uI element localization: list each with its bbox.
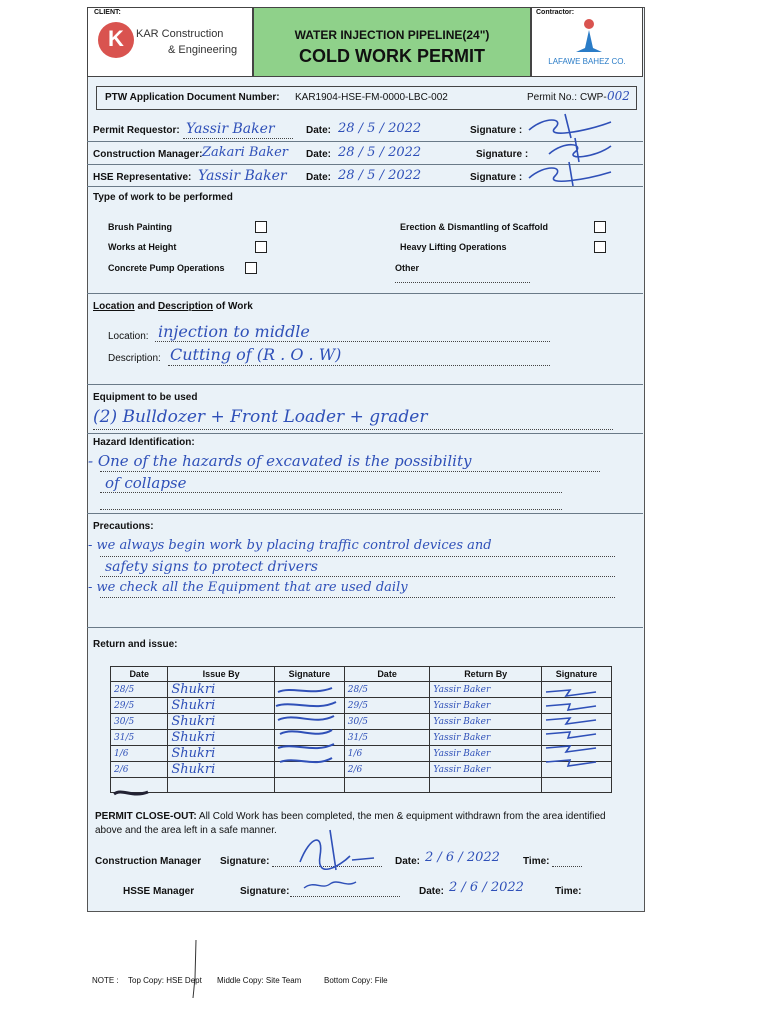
closeout-bold: PERMIT CLOSE-OUT: — [95, 811, 197, 822]
footer-bottom-copy: Bottom Copy: File — [324, 976, 388, 985]
col-date: Date — [344, 667, 430, 682]
issue-date: 2/6 — [111, 762, 168, 778]
precautions-underline2 — [100, 576, 615, 577]
precautions-line2: safety signs to protect drivers — [105, 559, 318, 575]
return-date: 2/6 — [344, 762, 430, 778]
equipment-value: (2) Bulldozer + Front Loader + grader — [93, 407, 428, 427]
col-signature: Signature — [542, 667, 612, 682]
closeout-cm-label: Construction Manager — [95, 856, 202, 867]
location-heading — [93, 301, 253, 312]
row-divider — [87, 186, 643, 187]
precautions-underline3 — [100, 597, 615, 598]
hazard-heading: Hazard Identification: — [93, 437, 195, 448]
issue-by: Shukri — [168, 746, 274, 762]
issue-by: Shukri — [168, 698, 274, 714]
pen-stroke-icon — [190, 938, 202, 1002]
location-value: injection to middle — [158, 322, 310, 341]
location-heading-and: and — [134, 301, 159, 312]
footer-middle-copy: Middle Copy: Site Team — [217, 976, 302, 985]
section-divider — [87, 433, 643, 434]
company-name-line1: KAR Construction — [136, 28, 224, 40]
scaffold-checkbox[interactable] — [594, 221, 606, 233]
precautions-underline1 — [100, 556, 615, 557]
issue-date: 29/5 — [111, 698, 168, 714]
description-line — [168, 365, 550, 366]
lafawe-logo-icon — [572, 18, 606, 54]
closeout-text: All Cold Work has been completed, the men & equipment withdrawn from the area identified above and the area left in a safe manner. — [95, 811, 606, 836]
col-return-by: Return By — [430, 667, 542, 682]
col-date: Date — [111, 667, 168, 682]
col-signature: Signature — [274, 667, 344, 682]
hazard-line2: of collapse — [105, 474, 187, 492]
return-by — [430, 778, 542, 793]
work-item-concrete-pump: Concrete Pump Operations — [108, 263, 225, 273]
location-heading-part2: Description — [158, 301, 214, 312]
issue-date: 31/5 — [111, 730, 168, 746]
section-divider — [87, 293, 643, 294]
section-divider — [87, 627, 643, 628]
hse-rep-name: Yassir Baker — [198, 168, 287, 184]
return-by: Yassir Baker — [430, 714, 542, 730]
cm-signature-label: Signature : — [476, 149, 529, 160]
section-divider — [87, 384, 643, 385]
hse-date-label: Date: — [306, 172, 332, 183]
hse-rep-label: HSE Representative: — [93, 172, 192, 183]
location-heading-part1: Location — [93, 301, 135, 312]
permit-no-label: Permit No.: — [527, 92, 578, 103]
equipment-heading: Equipment to be used — [93, 392, 198, 403]
closeout-cm-date: 2 / 6 / 2022 — [425, 850, 500, 865]
permit-title: COLD WORK PERMIT — [299, 46, 485, 66]
closeout-hsse-date-label: Date: — [419, 886, 445, 897]
description-label: Description: — [108, 353, 161, 364]
concrete-pump-checkbox[interactable] — [245, 262, 257, 274]
issue-date: 30/5 — [111, 714, 168, 730]
issue-date: 1/6 — [111, 746, 168, 762]
return-date: 29/5 — [344, 698, 430, 714]
return-by: Yassir Baker — [430, 698, 542, 714]
equipment-line — [93, 429, 613, 430]
ptw-doc-number: KAR1904-HSE-FM-0000-LBC-002 — [295, 92, 448, 103]
heavy-lifting-checkbox[interactable] — [594, 241, 606, 253]
return-date: 31/5 — [344, 730, 430, 746]
hazard-underline2 — [100, 492, 562, 493]
client-header-cell — [87, 7, 253, 77]
hazard-line1: - One of the hazards of excavated is the possibility — [88, 452, 472, 470]
project-title: WATER INJECTION PIPELINE(24") — [294, 28, 490, 42]
table-row — [111, 762, 612, 778]
table-header-row — [111, 667, 612, 682]
issue-by: Shukri — [168, 682, 274, 698]
return-by: Yassir Baker — [430, 746, 542, 762]
cm-date: 28 / 5 / 2022 — [338, 145, 422, 160]
precautions-heading: Precautions: — [93, 521, 154, 532]
ptw-doc-box — [96, 86, 637, 110]
footer-note-label: NOTE : — [92, 976, 119, 985]
table-row — [111, 682, 612, 698]
work-item-scaffold: Erection & Dismantling of Scaffold — [400, 222, 549, 232]
location-heading-part3: of Work — [213, 301, 253, 312]
hsse-signature-icon — [300, 876, 360, 894]
contractor-label: Contractor: — [536, 9, 575, 16]
issue-date: 28/5 — [111, 682, 168, 698]
contractor-header-cell — [531, 7, 643, 77]
kar-logo — [98, 22, 134, 58]
hse-date: 28 / 5 / 2022 — [338, 168, 422, 183]
permit-no-hand: 002 — [607, 89, 630, 103]
return-signatures-scribble-icon — [540, 682, 606, 782]
hse-signature-label: Signature : — [470, 172, 523, 183]
return-date — [344, 778, 430, 793]
return-date: 30/5 — [344, 714, 430, 730]
return-by: Yassir Baker — [430, 730, 542, 746]
permit-title-cell — [253, 7, 531, 77]
contractor-name: LAFAWE BAHEZ CO. — [548, 57, 626, 66]
requestor-signature-label: Signature : — [470, 125, 523, 136]
construction-manager-name: Zakari Baker — [202, 145, 289, 160]
hazard-underline3 — [100, 509, 562, 510]
table-row — [111, 778, 612, 793]
location-label: Location: — [108, 331, 149, 342]
table-row — [111, 698, 612, 714]
description-value: Cutting of (R . O . W) — [170, 345, 342, 364]
section-divider — [87, 513, 643, 514]
closeout-hsse-signature-label: Signature: — [240, 886, 290, 897]
work-item-brush-painting: Brush Painting — [108, 222, 173, 232]
col-issue-by: Issue By — [168, 667, 274, 682]
ptw-doc-label: PTW Application Document Number: — [105, 92, 280, 103]
issue-signatures-scribble-icon — [272, 682, 342, 782]
requestor-date-label: Date: — [306, 125, 332, 136]
issue-by: Shukri — [168, 714, 274, 730]
closeout-cm-time-label: Time: — [523, 856, 550, 867]
permit-requestor-label: Permit Requestor: — [93, 125, 180, 136]
closeout-hsse-time-label: Time: — [555, 886, 582, 897]
other-line — [395, 282, 530, 283]
company-name-line2: & Engineering — [168, 44, 238, 56]
cm-closeout-signature-icon — [290, 826, 380, 874]
location-line — [155, 341, 550, 342]
requestor-name-line — [183, 138, 293, 139]
table-row — [111, 746, 612, 762]
issue-by: Shukri — [168, 730, 274, 746]
return-by: Yassir Baker — [430, 762, 542, 778]
crossed-out-scribble-icon — [112, 786, 152, 800]
brush-painting-checkbox[interactable] — [255, 221, 267, 233]
work-item-works-at-height: Works at Height — [108, 242, 177, 252]
closeout-cm-date-label: Date: — [395, 856, 421, 867]
return-date: 28/5 — [344, 682, 430, 698]
requestor-date: 28 / 5 / 2022 — [338, 121, 422, 136]
footer-top-copy: Top Copy: HSE Dept — [128, 976, 202, 985]
return-by: Yassir Baker — [430, 682, 542, 698]
return-issue-table — [110, 666, 612, 793]
work-item-heavy-lifting: Heavy Lifting Operations — [400, 242, 507, 252]
table-row — [111, 714, 612, 730]
hsse-signature-line — [290, 896, 400, 897]
hazard-underline1 — [100, 471, 600, 472]
permit-no-value: CWP- — [580, 92, 607, 103]
closeout-hsse-date: 2 / 6 / 2022 — [449, 880, 524, 895]
return-date: 1/6 — [344, 746, 430, 762]
closeout-hsse-label: HSSE Manager — [123, 886, 195, 897]
closeout-cm-signature-label: Signature: — [220, 856, 270, 867]
precautions-line3: - we check all the Equipment that are used daily — [88, 580, 408, 595]
hse-signature-icon — [525, 160, 615, 188]
cm-time-line — [552, 866, 582, 867]
precautions-line1: - we always begin work by placing traffic control devices and — [88, 538, 492, 553]
construction-manager-label: Construction Manager: — [93, 149, 203, 160]
permit-requestor-name: Yassir Baker — [186, 121, 275, 137]
works-at-height-checkbox[interactable] — [255, 241, 267, 253]
kar-logo-letter: K — [108, 26, 124, 51]
work-item-other: Other — [395, 263, 420, 273]
cm-date-label: Date: — [306, 149, 332, 160]
client-label: CLIENT: — [94, 9, 121, 16]
work-type-heading: Type of work to be performed — [93, 192, 233, 203]
table-row — [111, 730, 612, 746]
return-issue-heading: Return and issue: — [93, 639, 178, 650]
issue-by — [168, 778, 274, 793]
issue-by: Shukri — [168, 762, 274, 778]
